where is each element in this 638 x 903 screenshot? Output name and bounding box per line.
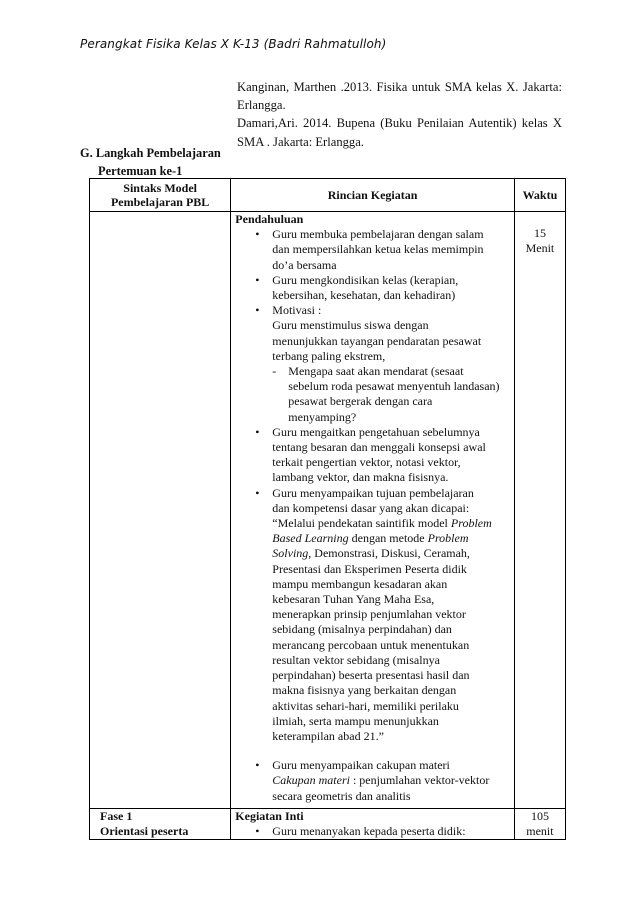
introduction-title: Pendahuluan bbox=[235, 212, 304, 226]
meeting-title: Pertemuan ke-1 bbox=[98, 164, 183, 178]
header-time: Waktu bbox=[514, 179, 565, 212]
header-activity-details: Rincian Kegiatan bbox=[231, 179, 515, 212]
bullet-icon: • bbox=[255, 758, 260, 773]
reference-item: Damari,Ari. 2014. Bupena (Buku Penilaian Autentik) kelas X SMA . Jakarta: Erlangga. bbox=[237, 116, 562, 149]
bullet-icon: • bbox=[255, 272, 260, 287]
reference-list bbox=[237, 78, 562, 151]
list-item-text: Guru menyampaikan tujuan pembelajaran dan kompetensi dasar yang akan dicapai: “Melalui pendekatan saintifik model bbox=[272, 485, 474, 531]
core-activity-title: Kegiatan Inti bbox=[235, 808, 304, 823]
list-item-text: Guru mengkondisikan kelas (kerapian, kebersihan, kesehatan, dan kehadiran) bbox=[272, 272, 459, 303]
phase1-syntax-cell bbox=[90, 808, 231, 839]
table-header-row bbox=[90, 179, 566, 212]
introduction-activity-list bbox=[235, 227, 514, 364]
bullet-icon: • bbox=[255, 227, 260, 242]
sub-item-text: Mengapa saat akan mendarat (sesaat sebelum roda pesawat menyentuh landasan) pesawat bergerak dengan cara menyamping? bbox=[288, 364, 500, 424]
header-syntax-line2: Pembelajaran PBL bbox=[110, 195, 210, 209]
dash-icon: - bbox=[272, 364, 277, 379]
list-item-text: Guru membuka pembelajaran dengan salam dan mempersilahkan ketua kelas memimpin do’a bersama bbox=[272, 227, 484, 272]
list-item-text: Demonstrasi, Diskusi, Ceramah, Presentasi dan Eksperimen Peserta didik mampu membangun kesadaran akan kebesaran Tuhan Yang Maha Esa, menerapkan prinsip penjumlahan vektor sebidang (misalnya perpindahan) dan merancang percobaan untuk menentukan resultan vektor sebidang (misalnya perpindahan) beserta presentasi hasil dan makna fisisnya yang berkaitan dengan aktivitas sehari-hari, memiliki perilaku ilmiah, serta mampu menunjukkan keterampilan abad 21.” bbox=[272, 546, 470, 743]
core-activity-list bbox=[235, 824, 514, 839]
list-item-text: Guru menanyakan kepada peserta didik: bbox=[272, 823, 466, 838]
core-time-cell bbox=[514, 808, 565, 839]
italic-term: Problem Based Learning bbox=[272, 516, 492, 546]
list-item-text: Guru menstimulus siswa dengan menunjukkan tayangan pendaratan pesawat terbang paling ekstrem, bbox=[272, 318, 482, 363]
bullet-icon: • bbox=[255, 303, 260, 318]
list-item bbox=[235, 758, 514, 804]
table-row-phase1 bbox=[90, 808, 566, 839]
section-title: G. Langkah Pembelajaran bbox=[80, 146, 221, 160]
list-item bbox=[235, 227, 514, 273]
lesson-steps-table bbox=[89, 178, 566, 840]
introduction-time-cell bbox=[514, 212, 565, 809]
list-item bbox=[235, 273, 514, 303]
list-item-text: Guru mengaitkan pengetahuan sebelumnya tentang besaran dan menggali konsepsi awal terkait pengertian vektor, notasi vektor, lambang vektor, dan makna fisisnya. bbox=[272, 424, 486, 485]
time-unit: menit bbox=[526, 823, 554, 838]
table-row-introduction bbox=[90, 212, 566, 809]
time-value: 15 bbox=[533, 226, 546, 240]
list-item-text: Guru menyampaikan cakupan materi bbox=[272, 758, 450, 773]
time-unit: Menit bbox=[525, 241, 555, 255]
list-item bbox=[235, 486, 514, 744]
phase1-title: Fase 1 bbox=[100, 808, 133, 823]
core-activity-cell bbox=[231, 808, 515, 839]
list-item-text: Motivasi : bbox=[272, 303, 322, 318]
sub-list-item bbox=[235, 364, 514, 425]
list-item bbox=[235, 425, 514, 486]
list-item bbox=[235, 303, 514, 364]
bullet-icon: • bbox=[255, 485, 260, 500]
italic-term: Cakupan materi bbox=[272, 773, 350, 788]
time-value: 105 bbox=[530, 808, 549, 823]
list-item-text bbox=[272, 773, 492, 803]
running-header: Perangkat Fisika Kelas X K-13 (Badri Rahmatulloh) bbox=[80, 37, 387, 51]
introduction-activity-list-final bbox=[235, 758, 514, 804]
reference-item: Kanginan, Marthen .2013. Fisika untuk SMA kelas X. Jakarta: Erlangga. bbox=[237, 80, 562, 113]
section-heading bbox=[80, 144, 221, 180]
spacer bbox=[235, 744, 514, 758]
list-item-text: : penjumlahan vektor-vektor secara geometris dan analitis bbox=[272, 773, 490, 803]
introduction-activity-cell bbox=[231, 212, 515, 809]
introduction-activity-list-continued bbox=[235, 425, 514, 744]
list-item-text: dengan metode bbox=[348, 531, 428, 546]
italic-term: Problem Solving, bbox=[272, 531, 469, 561]
bullet-icon: • bbox=[255, 823, 260, 838]
header-syntax-model bbox=[90, 179, 231, 212]
bullet-icon: • bbox=[255, 424, 260, 439]
phase1-subtitle: Orientasi peserta bbox=[100, 823, 189, 838]
list-item bbox=[235, 824, 514, 839]
syntax-cell-empty bbox=[90, 212, 231, 809]
header-syntax-line1: Sintaks Model bbox=[123, 181, 197, 195]
